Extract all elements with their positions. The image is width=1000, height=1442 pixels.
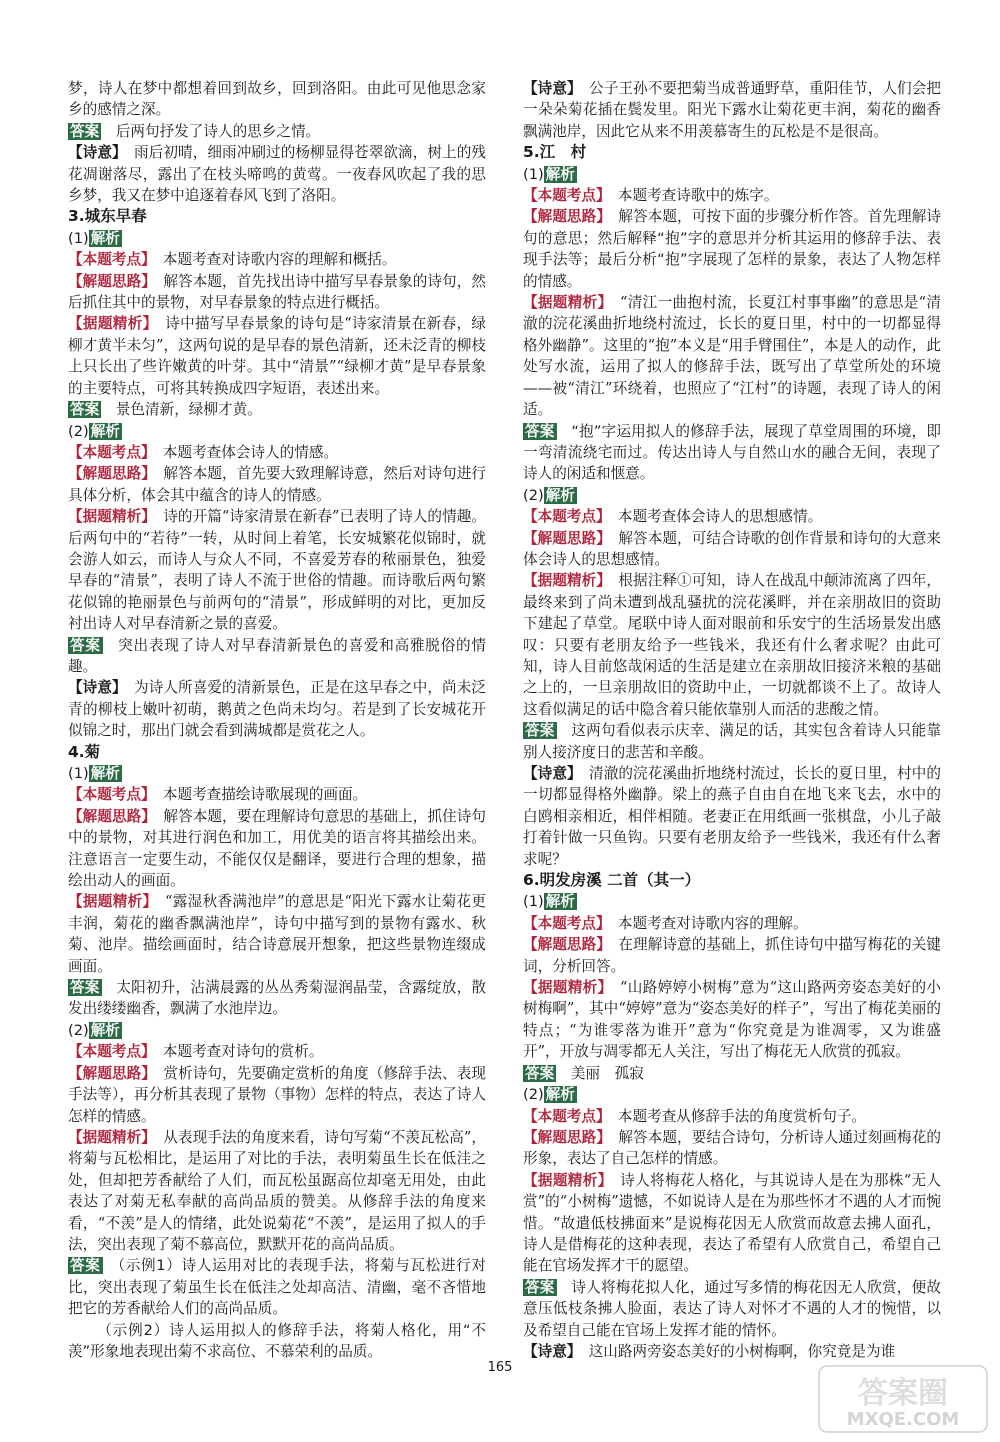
- sub-question: [68, 1020, 486, 1041]
- answer-text: “抱”字运用拟人的修辞手法，展现了草堂周围的环境，即一弯清流绕宅而过。传达出诗人与自然山水的融合无间，表现了诗人的闲适和惬意。: [523, 422, 941, 483]
- paragraph-label: 【解题思路】: [68, 1064, 149, 1082]
- paragraph-label: 【据题精析】: [68, 315, 151, 333]
- sub-question: [68, 763, 486, 784]
- section-heading: 5.江 村: [523, 143, 587, 162]
- sub-number: (1): [523, 165, 544, 183]
- paragraph-text: 解答本题，可按下面的步骤分析作答。首先理解诗句的意思；然后解释“抱”字的意思并分析其运用的修辞手法、表现手法等；最后分析“抱”字展现了怎样的景象，表达了人物怎样的情感。: [523, 208, 941, 290]
- paragraph-label: 【解题思路】: [523, 208, 604, 226]
- paragraph-label: 【诗意】: [523, 1342, 575, 1360]
- paragraph-text: 本题考查描绘诗歌展现的画面。: [162, 786, 368, 804]
- answer-paragraph: [68, 635, 486, 678]
- paragraph-text: 在理解诗意的基础上，抓住诗句中描写梅花的关键词，分析回答。: [523, 936, 941, 975]
- tagged-paragraph: [523, 570, 941, 720]
- tagged-paragraph: [68, 249, 486, 270]
- paragraph-label: 【据题精析】: [523, 1171, 606, 1189]
- analysis-tag: 解析: [90, 229, 120, 247]
- paragraph-text: 本题考查体会诗人的情感。: [162, 443, 339, 461]
- answer-paragraph: [523, 1277, 941, 1341]
- sub-question: [523, 485, 941, 506]
- tagged-paragraph: [68, 506, 486, 634]
- page-number: 165: [487, 1360, 513, 1375]
- answer-paragraph: [68, 399, 486, 420]
- tagged-paragraph: [68, 463, 486, 506]
- paragraph-text: 清澈的浣花溪曲折地绕村流过，长长的夏日里，村中的一切都显得格外幽静。梁上的燕子自由自在地飞来飞去，水中的白鸥相亲相近，相伴相随。老妻正在用纸画一张棋盘，小儿子敲打着针做一只鱼钩。只要有老朋友给予一些钱米，我还有什么奢求呢？: [523, 765, 941, 868]
- answer-tag: 答案: [525, 1064, 555, 1082]
- poem-meaning: [68, 142, 486, 206]
- paragraph-label: 【本题考点】: [523, 914, 604, 932]
- paragraph-text: 本题考查诗歌中的炼字。: [617, 187, 779, 205]
- analysis-tag: 解析: [545, 486, 575, 504]
- tagged-paragraph: [523, 977, 941, 1063]
- answer-text: 景色清新，绿柳才黄。: [115, 401, 262, 419]
- paragraph-label: 【本题考点】: [523, 187, 604, 205]
- answer-paragraph: [68, 1255, 486, 1319]
- answer-tag: 答案: [70, 979, 100, 997]
- paragraph-label: 【解题思路】: [523, 936, 604, 954]
- analysis-tag: 解析: [545, 1086, 575, 1104]
- tagged-paragraph: [523, 934, 941, 977]
- answer-text: （示例1）诗人运用对比的表现手法，将菊与瓦松进行对比，突出表现了菊虽生长在低洼之处却高洁、清幽，毫不吝惜地把它的芳香献给人们的高尚品质。: [68, 1257, 486, 1318]
- analysis-tag: 解析: [545, 165, 575, 183]
- svg-text:MXQE.COM: MXQE.COM: [846, 1409, 960, 1430]
- paragraph-text: 本题考查对诗句的赏析。: [162, 1043, 324, 1061]
- paragraph-label: 【据题精析】: [523, 572, 604, 590]
- paragraph-label: 【解题思路】: [523, 529, 604, 547]
- paragraph-label: 【解题思路】: [68, 465, 149, 483]
- paragraph-label: 【本题考点】: [68, 251, 149, 269]
- analysis-tag: 解析: [90, 1021, 120, 1039]
- tagged-paragraph: [523, 913, 941, 934]
- sub-question: [523, 891, 941, 912]
- tagged-paragraph: [68, 1063, 486, 1127]
- paragraph-text: 解答本题，可结合诗歌的创作背景和诗句的大意来体会诗人的思想感情。: [523, 529, 941, 568]
- tagged-paragraph: [68, 1127, 486, 1255]
- answer-paragraph: [68, 977, 486, 1020]
- analysis-tag: 解析: [90, 765, 120, 782]
- tagged-paragraph: [68, 271, 486, 314]
- paragraph-text: 诗的开篇“诗家清景在新春”已表明了诗人的情趣。后两句中的“若待”一转，从时间上着笔，长安城繁花似锦时，就会游人如云，而诗人与众人不同，不喜爱芳春的秾丽景色，独爱早春的“清景”，表明了诗人不流于世俗的情趣。而诗歌后两句繁花似锦的艳丽景色与前两句的“清景”，形成鲜明的对比，更加反衬出诗人对早春清新之景的喜爱。: [68, 508, 486, 633]
- sub-number: (2): [523, 486, 544, 504]
- tagged-paragraph: [523, 1170, 941, 1277]
- paragraph-text: 解答本题，首先找出诗中描写早春景象的诗句，然后抓住其中的景物，对早春景象的特点进行概括。: [68, 272, 486, 312]
- sub-number: (2): [523, 1086, 544, 1104]
- answer-text: 后两句抒发了诗人的思乡之情。: [115, 122, 321, 140]
- answer-tag: 答案: [525, 1278, 555, 1296]
- poem-meaning: [68, 677, 486, 741]
- tagged-paragraph: [523, 206, 941, 292]
- paragraph-label: 【据题精析】: [523, 294, 606, 312]
- paragraph-text: “山路婷婷小树梅”意为“这山路两旁姿态美好的小树梅啊”，其中“婷婷”意为“姿态美好的样子”，写出了梅花美丽的特点；“为谁零落为谁开”意为“你究竟是为谁凋零，又为谁盛开”，开放与凋零都无人关注，写出了梅花无人欣赏的孤寂。: [523, 979, 941, 1061]
- paragraph-label: 【解题思路】: [523, 1128, 604, 1146]
- paragraph-text: 解答本题，要在理解诗句意思的基础上，抓住诗句中的景物，对其进行润色和加工，用优美的语言将其描绘出来。注意语言一定要生动，不能仅仅是翻译，要进行合理的想象，描绘出动人的画面。: [68, 807, 486, 890]
- tagged-paragraph: [523, 506, 941, 527]
- paragraph-label: 【解题思路】: [68, 272, 149, 290]
- paragraph-label: 【诗意】: [523, 80, 575, 97]
- paragraph-text: 解答本题，首先要大致理解诗意，然后对诗句进行具体分析，体会其中蕴含的诗人的情感。: [68, 465, 486, 504]
- answer-tag: 答案: [70, 1257, 101, 1275]
- paragraph-text: 本题考查从修辞手法的角度赏析句子。: [617, 1107, 866, 1125]
- paragraph-label: 【解题思路】: [68, 807, 149, 825]
- sub-number: (2): [68, 422, 89, 440]
- sub-question: [68, 228, 486, 249]
- paragraph-text: 诗人将梅花人格化，与其说诗人是在为那株“无人赏”的“小树梅”遗憾，不如说诗人是在为那些怀才不遇的人才而惋惜。“故遣低枝拂面来”是说梅花因无人欣赏而故意去拂人面孔，诗人是借梅花的这种表现，表达了希望有人欣赏自己，希望自己能在官场发挥才干的愿望。: [523, 1171, 941, 1275]
- sub-question: [68, 421, 486, 442]
- tagged-paragraph: [523, 292, 941, 420]
- paragraph-label: 【本题考点】: [523, 508, 604, 526]
- tagged-paragraph: [523, 1127, 941, 1170]
- paragraph-text: 赏析诗句，先要确定赏析的角度（修辞手法、表现手法等），再分析其表现了景物（事物）怎样的特点，表达了诗人怎样的情感。: [68, 1064, 486, 1125]
- paragraph-text: 本题考查对诗歌内容的理解。: [617, 914, 808, 932]
- sub-question: [523, 1084, 941, 1105]
- paragraph-label: 【诗意】: [68, 679, 120, 697]
- analysis-tag: 解析: [90, 422, 120, 440]
- poem-meaning: [523, 763, 941, 870]
- tagged-paragraph: [523, 185, 941, 206]
- paragraph-text: “露湿秋香满池岸”的意思是“阳光下露水让菊花更丰润，菊花的幽香飘满池岸”，诗句中描写到的景物有露水、秋菊、池岸。描绘画面时，结合诗意展开想象，把这些景物连缀成画面。: [68, 893, 486, 975]
- tagged-paragraph: [68, 313, 486, 399]
- poem-meaning: [523, 78, 941, 142]
- right-column: [523, 78, 941, 1362]
- answer-paragraph: [523, 1063, 941, 1084]
- answer-paragraph: [523, 421, 941, 485]
- paragraph-text: 公子王孙不要把菊当成普通野草，重阳佳节，人们会把一朵朵菊花插在鬓发里。阳光下露水让菊花更丰润，菊花的幽香飘满池岸，因此它从来不用羡慕寄生的瓦松是不是很高。: [523, 80, 941, 140]
- answer-tag: 答案: [70, 401, 100, 419]
- text-paragraph: 梦，诗人在梦中都想着回到故乡，回到洛阳。由此可见他思念家乡的感情之深。: [68, 80, 486, 119]
- paragraph-text: 诗中描写早春景象的诗句是“诗家清景在新春，绿柳才黄半未匀”，这两句说的是早春的景色清新，还未泛青的柳枝上只长出了些许嫩黄的叶芽。其中“清景”“绿柳才黄”是早春景象的主要特点，可将其转换成四字短语，表述出来。: [68, 315, 486, 397]
- section-heading: 6.明发房溪 二首（其一）: [523, 871, 701, 890]
- paragraph-text: 本题考查体会诗人的思想感情。: [617, 508, 823, 526]
- sub-number: (1): [523, 893, 544, 911]
- paragraph-label: 【据题精析】: [523, 979, 606, 997]
- paragraph-label: 【本题考点】: [68, 786, 149, 804]
- tagged-paragraph: [68, 1041, 486, 1062]
- tagged-paragraph: [68, 442, 486, 463]
- paragraph-text: 雨后初晴，细雨冲刷过的杨柳显得苍翠欲滴，树上的残花凋谢落尽，露出了在枝头啼鸣的黄莺。一夜春风吹起了我的思乡梦，我又在梦中追逐着春风飞到了洛阳。: [68, 144, 486, 205]
- paragraph-text: 这山路两旁姿态美好的小树梅啊，你究竟是为谁: [588, 1342, 896, 1360]
- paragraph-label: 【本题考点】: [523, 1107, 604, 1125]
- paragraph-text: 本题考查对诗歌内容的理解和概括。: [162, 251, 397, 269]
- analysis-tag: 解析: [545, 893, 575, 911]
- paragraph-label: 【据题精析】: [68, 1128, 149, 1146]
- section-heading: 4.菊: [68, 742, 101, 761]
- sub-number: (1): [68, 229, 89, 247]
- paragraph-label: 【本题考点】: [68, 1043, 149, 1061]
- paragraph-text: 为诗人所喜爱的清新景色，正是在这早春之中，尚未泛青的柳枝上嫩叶初萌，鹅黄之色尚未均匀。若是到了长安城花开似锦之时，那出门就会看到满城都是赏花之人。: [68, 679, 486, 740]
- paragraph-label: 【诗意】: [523, 765, 575, 782]
- answer-text: 太阳初升，沾满晨露的丛丛秀菊湿润晶莹，含露绽放，散发出缕缕幽香，飘满了水池岸边。: [68, 979, 486, 1018]
- svg-text:答案圈: 答案圈: [858, 1376, 948, 1411]
- answer-text: 诗人将梅花拟人化，通过写多情的梅花因无人欣赏，便故意压低枝条拂人脸面，表达了诗人对怀才不遇的人才的惋惜，以及希望自己能在官场上发挥才能的情怀。: [523, 1278, 941, 1339]
- tagged-paragraph: [68, 891, 486, 977]
- answer-tag: 答案: [70, 636, 101, 654]
- answer-text: 美丽 孤寂: [570, 1064, 644, 1082]
- answer-tag: 答案: [70, 122, 100, 140]
- indented-paragraph: （示例2）诗人运用拟人的修辞手法，将菊人格化，用“不羡”形象地表现出菊不求高位、不慕荣利的品质。: [68, 1321, 486, 1360]
- answer-text: 突出表现了诗人对早春清新景色的喜爱和高雅脱俗的情趣。: [68, 636, 486, 675]
- answer-text: 这两句看似表示庆幸、满足的话，其实包含着诗人只能靠别人接济度日的悲苦和辛酸。: [523, 722, 941, 761]
- paragraph-label: 【据题精析】: [68, 893, 151, 911]
- paragraph-text: 解答本题，要结合诗句，分析诗人通过刻画梅花的形象，表达了自己怎样的情感。: [523, 1128, 941, 1168]
- paragraph-text: 从表现手法的角度来看，诗句写菊“不羡瓦松高”，将菊与瓦松相比，是运用了对比的手法，表明菊虽生长在低洼之处，但却把芳香献给了人们，而瓦松虽踞高位却毫无用处，由此表达了对菊无私奉献的高尚品质的赞美。从修辞手法的角度来看，“不羡”是人的情绪，此处说菊花“不羡”，是运用了拟人的手法，突出表现了菊不慕高位，默默开花的高尚品质。: [68, 1128, 486, 1253]
- paragraph-text: 根据注释①可知，诗人在战乱中颠沛流离了四年，最终来到了尚未遭到战乱骚扰的浣花溪畔，并在亲朋故旧的资助下建起了草堂。尾联中诗人面对眼前和乐安宁的生活场景发出感叹：只要有老朋友给予一些钱米，我还有什么奢求呢？由此可知，诗人目前悠哉闲适的生活是建立在亲朋故旧接济米粮的基础之上的，一旦亲朋故旧的资助中止，一切就都谈不上了。故诗人这看似满足的话中隐含着只能依靠别人而活的悲酸之情。: [523, 572, 941, 718]
- tagged-paragraph: [68, 806, 486, 892]
- watermark-logo: [818, 1365, 988, 1433]
- paragraph-label: 【诗意】: [68, 144, 120, 162]
- paragraph-label: 【本题考点】: [68, 443, 149, 461]
- sub-question: [523, 164, 941, 185]
- left-column: [68, 78, 486, 1362]
- sub-number: (1): [68, 765, 89, 782]
- tagged-paragraph: [523, 1106, 941, 1127]
- answer-tag: 答案: [525, 422, 555, 440]
- answer-paragraph: [68, 121, 486, 142]
- answer-tag: 答案: [525, 722, 555, 740]
- tagged-paragraph: [68, 784, 486, 805]
- section-heading: 3.城东早春: [68, 207, 147, 226]
- tagged-paragraph: [523, 528, 941, 571]
- answer-paragraph: [523, 720, 941, 763]
- sub-number: (2): [68, 1021, 89, 1039]
- paragraph-text: “清江一曲抱村流，长夏江村事事幽”的意思是“清澈的浣花溪曲折地绕村流过，长长的夏日里，村中的一切都显得格外幽静”。这里的“抱”本义是“用手臂围住”，本是人的动作，此处写水流，运用了拟人的修辞手法，既写出了草堂所处的环境——被“清江”环绕着，也照应了“江村”的诗题，表现了诗人的闲适。: [523, 294, 941, 419]
- paragraph-label: 【据题精析】: [68, 508, 149, 526]
